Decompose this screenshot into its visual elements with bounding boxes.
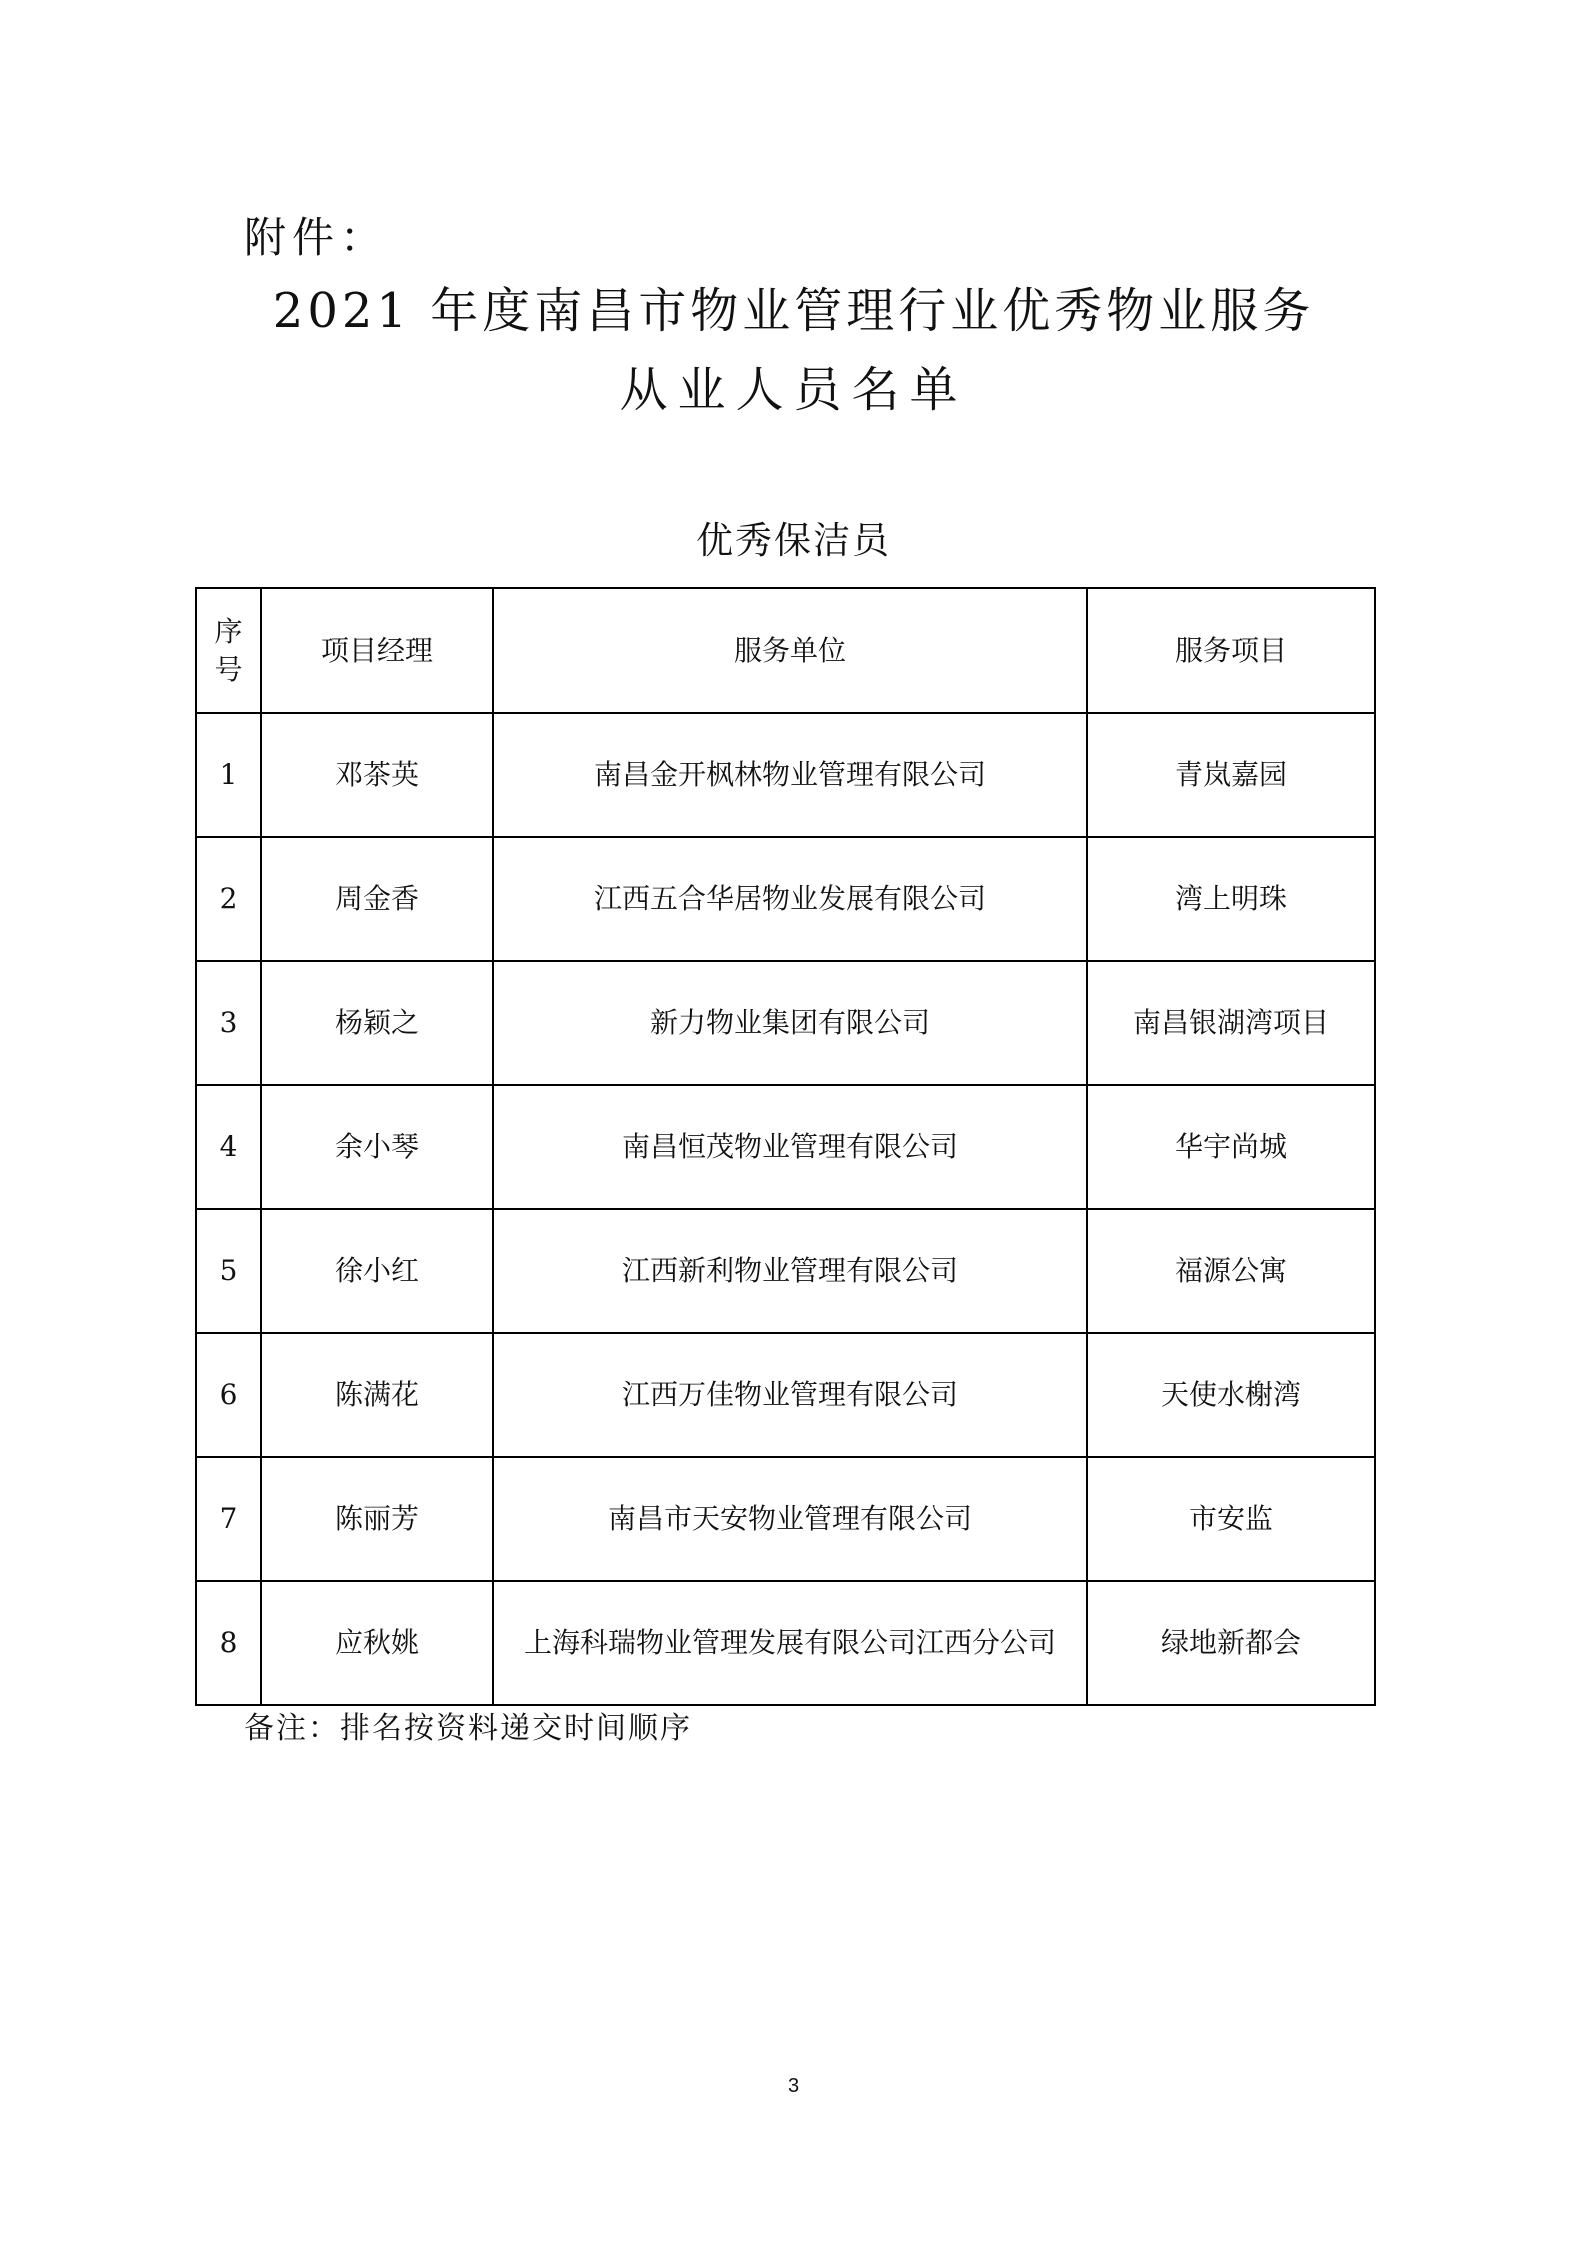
cell-project: 湾上明珠	[1087, 837, 1375, 961]
attachment-label: 附件：	[244, 213, 389, 262]
cell-name: 陈丽芳	[261, 1457, 493, 1581]
document-title-line-2: 从业人员名单	[619, 362, 968, 418]
cell-number: 8	[196, 1581, 261, 1705]
cell-name: 徐小红	[261, 1209, 493, 1333]
table-row	[196, 1457, 1375, 1581]
cell-number: 7	[196, 1457, 261, 1581]
cell-project: 南昌银湖湾项目	[1087, 961, 1375, 1085]
header-service-project: 服务项目	[1087, 588, 1375, 713]
cell-name: 应秋姚	[261, 1581, 493, 1705]
cell-unit: 南昌恒茂物业管理有限公司	[493, 1085, 1087, 1209]
table-row	[196, 1581, 1375, 1705]
cell-unit: 南昌金开枫林物业管理有限公司	[493, 713, 1087, 837]
cell-number: 3	[196, 961, 261, 1085]
cell-project: 福源公寓	[1087, 1209, 1375, 1333]
cell-number: 1	[196, 713, 261, 837]
page-number: 3	[787, 2075, 800, 2097]
section-heading: 优秀保洁员	[696, 519, 891, 562]
header-number-text: 序号	[214, 614, 243, 686]
cell-unit: 江西五合华居物业发展有限公司	[493, 837, 1087, 961]
cell-name: 陈满花	[261, 1333, 493, 1457]
cell-unit: 江西新利物业管理有限公司	[493, 1209, 1087, 1333]
cell-unit: 新力物业集团有限公司	[493, 961, 1087, 1085]
cell-number: 5	[196, 1209, 261, 1333]
cell-project: 华宇尚城	[1087, 1085, 1375, 1209]
cell-project: 绿地新都会	[1087, 1581, 1375, 1705]
cell-name: 杨颖之	[261, 961, 493, 1085]
header-manager: 项目经理	[261, 588, 493, 713]
table-row	[196, 713, 1375, 837]
document-title-line-1: 2021 年度南昌市物业管理行业优秀物业服务	[272, 283, 1315, 339]
cell-number: 4	[196, 1085, 261, 1209]
table-row	[196, 1209, 1375, 1333]
table-row	[196, 837, 1375, 961]
cell-number: 2	[196, 837, 261, 961]
roster-table	[195, 587, 1376, 1706]
cell-project: 青岚嘉园	[1087, 713, 1375, 837]
cell-unit: 江西万佳物业管理有限公司	[493, 1333, 1087, 1457]
cell-name: 余小琴	[261, 1085, 493, 1209]
cell-unit: 南昌市天安物业管理有限公司	[493, 1457, 1087, 1581]
cell-name: 周金香	[261, 837, 493, 961]
table-note: 备注：排名按资料递交时间顺序	[244, 1711, 692, 1746]
table-row	[196, 961, 1375, 1085]
cell-project: 市安监	[1087, 1457, 1375, 1581]
cell-name: 邓茶英	[261, 713, 493, 837]
table-row	[196, 1085, 1375, 1209]
table-row	[196, 1333, 1375, 1457]
cell-unit: 上海科瑞物业管理发展有限公司江西分公司	[493, 1581, 1087, 1705]
header-service-unit: 服务单位	[493, 588, 1087, 713]
cell-project: 天使水榭湾	[1087, 1333, 1375, 1457]
table-header-row	[196, 588, 1375, 713]
header-number	[196, 588, 261, 713]
cell-number: 6	[196, 1333, 261, 1457]
